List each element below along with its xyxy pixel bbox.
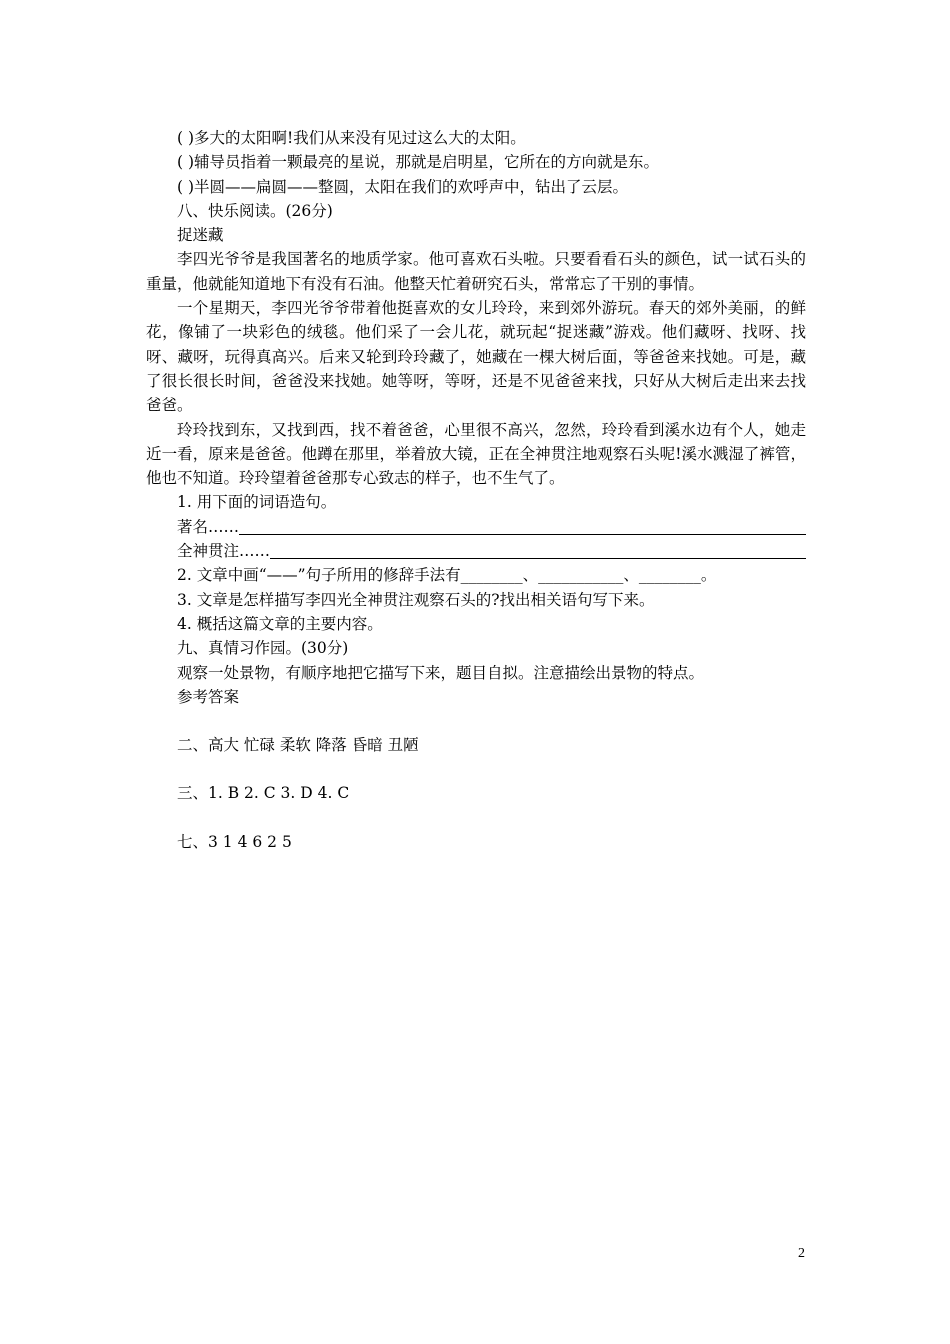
question-1: 1. 用下面的词语造句。 bbox=[177, 493, 337, 512]
spacer bbox=[146, 806, 806, 830]
sentence-line-1 bbox=[146, 515, 806, 539]
question-seven-item-3: ( )半圆——扁圆——整圆，太阳在我们的欢呼声中，钻出了云层。 bbox=[177, 177, 629, 196]
answer-seven: 七、3 1 4 6 2 5 bbox=[177, 832, 292, 851]
story-paragraph-2: 一个星期天，李四光爷爷带着他挺喜欢的女儿玲玲，来到郊外游玩。春天的郊外美丽，的鲜花，像铺了一块彩色的绒毯。他们采了一会儿花，就玩起“捉迷藏”游戏。他们藏呀、找呀、找呀、藏呀，玩得真高兴。后来又轮到玲玲藏了，她藏在一棵大树后面，等爸爸来找她。可是，藏了很长很长时间，爸爸没来找她。她等呀，等呀，还是不见爸爸来找，只好从大树后走出来去找爸爸。 bbox=[146, 299, 806, 415]
answer-blank-1[interactable] bbox=[239, 517, 806, 535]
sentence-line-2 bbox=[146, 539, 806, 563]
answer-blank-2[interactable] bbox=[270, 541, 806, 559]
story-paragraph-1: 李四光爷爷是我国著名的地质学家。他可喜欢石头啦。只要看看石头的颜色，试一试石头的重量，他就能知道地下有没有石油。他整天忙着研究石头，常常忘了干别的事情。 bbox=[146, 250, 806, 293]
question-seven-item-1: ( )多大的太阳啊!我们从来没有见过这么大的太阳。 bbox=[177, 129, 526, 147]
question-3: 3. 文章是怎样描写李四光全神贯注观察石头的?找出相关语句写下来。 bbox=[177, 590, 655, 609]
document-page bbox=[146, 126, 806, 854]
section-nine-heading: 九、真情习作园。(30分) bbox=[177, 639, 349, 658]
answer-two: 二、高大 忙碌 柔软 降落 昏暗 丑陋 bbox=[177, 736, 419, 755]
word-famous: 著名…… bbox=[177, 517, 240, 536]
answers-heading: 参考答案 bbox=[177, 687, 240, 706]
writing-prompt: 观察一处景物，有顺序地把它描写下来，题目自拟。注意描绘出景物的特点。 bbox=[177, 663, 705, 682]
question-4: 4. 概括这篇文章的主要内容。 bbox=[177, 614, 383, 633]
section-eight-heading: 八、快乐阅读。(26分) bbox=[177, 201, 333, 220]
page-number: 2 bbox=[798, 1246, 805, 1261]
story-title: 捉迷藏 bbox=[177, 226, 224, 245]
answer-three: 三、1. B 2. C 3. D 4. C bbox=[177, 784, 350, 803]
story-paragraph-3: 玲玲找到东，又找到西，找不着爸爸，心里很不高兴，忽然，玲玲看到溪水边有个人，她走近一看，原来是爸爸。他蹲在那里，举着放大镜，正在全神贯注地观察石头呢!溪水溅湿了裤管，他也不知道。玲玲望着爸爸那专心致志的样子，也不生气了。 bbox=[146, 420, 806, 488]
word-concentrated: 全神贯注…… bbox=[177, 542, 271, 561]
spacer bbox=[146, 757, 806, 781]
question-2: 2. 文章中画“——”句子所用的修辞手法有________、___________、________。 bbox=[177, 566, 717, 585]
spacer bbox=[146, 709, 806, 733]
question-seven-item-2: ( )辅导员指着一颗最亮的星说，那就是启明星，它所在的方向就是东。 bbox=[177, 153, 660, 172]
